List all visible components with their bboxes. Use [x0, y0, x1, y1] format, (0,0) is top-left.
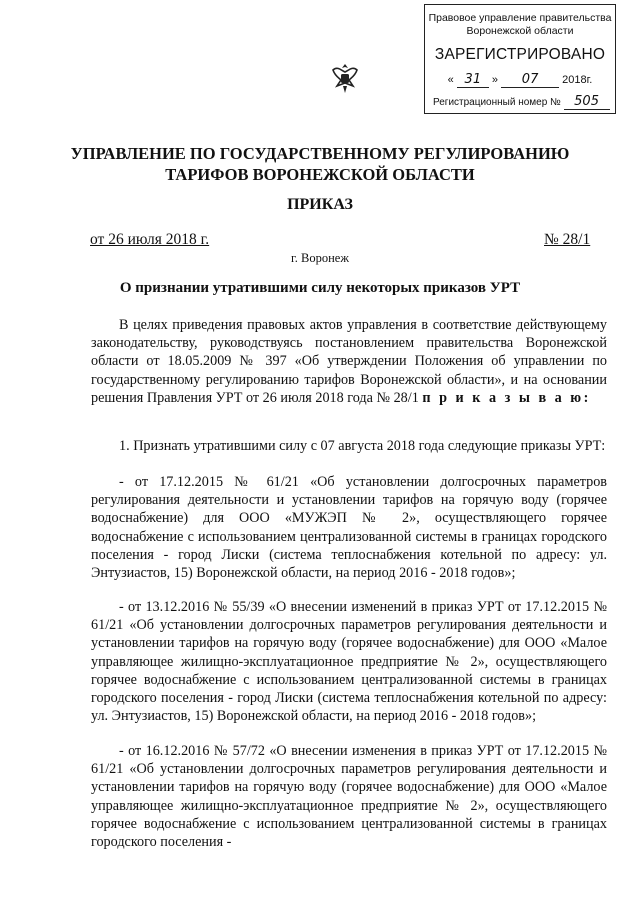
- stamp-date-open: «: [447, 74, 454, 86]
- bullet-1: [91, 473, 607, 582]
- stamp-department: [425, 12, 615, 38]
- preamble-paragraph: [91, 316, 607, 407]
- issuer-line2: ТАРИФОВ ВОРОНЕЖСКОЙ ОБЛАСТИ: [165, 165, 475, 184]
- stamp-month: 07: [501, 72, 559, 88]
- stamp-dept-line1: Правовое управление правительства: [428, 12, 612, 24]
- bullet-2: [91, 598, 607, 725]
- coat-of-arms-emblem: [327, 60, 363, 96]
- bullet-3: [91, 742, 607, 851]
- stamp-registered-label: ЗАРЕГИСТРИРОВАНО: [434, 46, 606, 63]
- registration-stamp: [424, 4, 616, 114]
- issuer-line1: УПРАВЛЕНИЕ ПО ГОСУДАРСТВЕННОМУ РЕГУЛИРОВАНИЮ: [70, 144, 570, 163]
- document-number: № 28/1: [544, 231, 591, 248]
- document-date: от 26 июля 2018 г.: [90, 231, 210, 248]
- preamble-text: В целях приведения правовых актов управления в соответствие действующему законодательству, руководствуясь постановлением правительства Воронежской области от 18.05.2009 № 397 «Об утверждении Положения об управлении по государственному регулированию тарифов Воронежской области», и на основании решения Правления УРТ от 26 июля 2018 года № 28/1: [91, 317, 607, 406]
- stamp-reg-label: Регистрационный номер №: [433, 97, 561, 108]
- item-1-paragraph: [91, 437, 607, 455]
- stamp-reg-number-line: [425, 94, 615, 110]
- document-city: г. Воронеж: [291, 251, 349, 265]
- stamp-day: 31: [457, 72, 489, 88]
- bullet-3-text: - от 16.12.2016 № 57/72 «О внесении изменения в приказ УРТ от 17.12.2015 № 61/21 «Об установлении долгосрочных параметров регулирования деятельности и установлении тарифов на горячую воду (горячее водоснабжение) для ООО «Малое управляющее жилищно-эксплуатационное предприятие № 2», осуществляющего горячее водоснабжение с использованием централизованной системы в границах городского поселения -: [91, 743, 607, 851]
- stamp-date: [425, 72, 615, 88]
- stamp-year: 2018: [562, 74, 587, 86]
- item-1-text: 1. Признать утратившими силу с 07 августа 2018 года следующие приказы УРТ:: [119, 438, 606, 454]
- bullet-1-text: - от 17.12.2015 № 61/21 «Об установлении долгосрочных параметров регулирования деятельности и установлении тарифов на горячую воду (горячее водоснабжение) для ООО «МУЖЭП № 2», осуществляющего горячее водоснабжение с использованием централизованной системы в границах городского поселения - город Лиски (система теплоснабжения котельной по адресу: ул. Энтузиастов, 15) Воронежской области, на период 2016 - 2018 годов»;: [91, 474, 607, 582]
- stamp-date-mid: »: [491, 74, 499, 86]
- stamp-year-suffix: г.: [586, 74, 593, 86]
- bullet-2-text: - от 13.12.2016 № 55/39 «О внесении изменений в приказ УРТ от 17.12.2015 № 61/21 «Об установлении долгосрочных параметров регулирования деятельности и установлении тарифов на горячую воду (горячее водоснабжение) для ООО «Малое управляющее жилищно-эксплуатационное предприятие № 2», осуществляющего горячее водоснабжение с использованием централизованной системы в границах городского поселения - город Лиски (система теплоснабжения котельной по адресу: ул. Энтузиастов, 15) Воронежской области, на период 2016 - 2018 годов»;: [91, 599, 607, 725]
- order-word: п р и к а з ы в а ю:: [422, 389, 591, 406]
- document-type: ПРИКАЗ: [287, 196, 353, 213]
- document-subject: О признании утратившими силу некоторых приказов УРТ: [119, 280, 521, 296]
- stamp-reg-number: 505: [564, 94, 610, 110]
- stamp-dept-line2: Воронежской области: [466, 25, 574, 37]
